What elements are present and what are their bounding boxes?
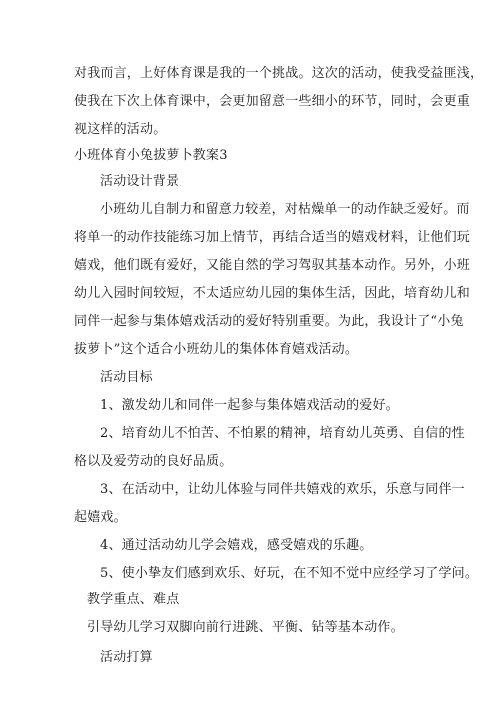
section-heading: 教学重点、难点	[87, 592, 180, 607]
list-item-continuation: 起嬉戏。	[74, 510, 127, 525]
paragraph-line: 小班幼儿自制力和留意力较差，对枯燥单一的动作缺乏爱好。而	[100, 202, 470, 217]
paragraph-line: 拔萝卜”这个适合小班幼儿的集体体育嬉戏活动。	[74, 342, 359, 357]
list-item: 3、在活动中，让幼儿体验与同伴共嬉戏的欢乐，乐意与同伴一	[100, 482, 465, 497]
list-item: 4、通过活动幼儿学会嬉戏，感受嬉戏的乐趣。	[100, 538, 373, 553]
paragraph-line: 同伴一起参与集体嬉戏活动的爱好特别重要。为此，我设计了“小兔	[74, 314, 464, 329]
list-item: 2、培育幼儿不怕苦、不怕累的精神，培育幼儿英勇、自信的性	[100, 426, 465, 441]
paragraph-line: 对我而言，上好体育课是我的一个挑战。这次的活动，使我受益匪浅，	[74, 66, 484, 81]
section-title: 小班体育小兔拔萝卜教案3	[74, 148, 228, 163]
paragraph-line: 将单一的动作技能练习加上情节，再结合适当的嬉戏材料，让他们玩	[74, 230, 471, 245]
section-heading: 活动设计背景	[100, 174, 180, 189]
list-item-continuation: 格以及爱劳动的良好品质。	[74, 454, 233, 469]
section-heading: 活动目标	[100, 370, 153, 385]
list-item: 1、激发幼儿和同伴一起参与集体嬉戏活动的爱好。	[100, 398, 399, 413]
paragraph-line: 幼儿入园时间较短，不太适应幼儿园的集体生活，因此，培育幼儿和	[74, 286, 471, 301]
paragraph-line: 引导幼儿学习双脚向前行进跳、平衡、钻等基本动作。	[87, 620, 404, 635]
paragraph-line: 视这样的活动。	[74, 122, 167, 137]
section-heading: 活动打算	[100, 650, 153, 665]
paragraph-line: 使我在下次上体育课中，会更加留意一些细小的环节，同时，会更重	[74, 94, 471, 109]
paragraph-line: 嬉戏，他们既有爱好，又能自然的学习驾驭其基本动作。另外，小班	[74, 258, 471, 273]
list-item: 5、使小挚友们感到欢乐、好玩，在不知不觉中应经学习了学问。	[100, 566, 479, 581]
